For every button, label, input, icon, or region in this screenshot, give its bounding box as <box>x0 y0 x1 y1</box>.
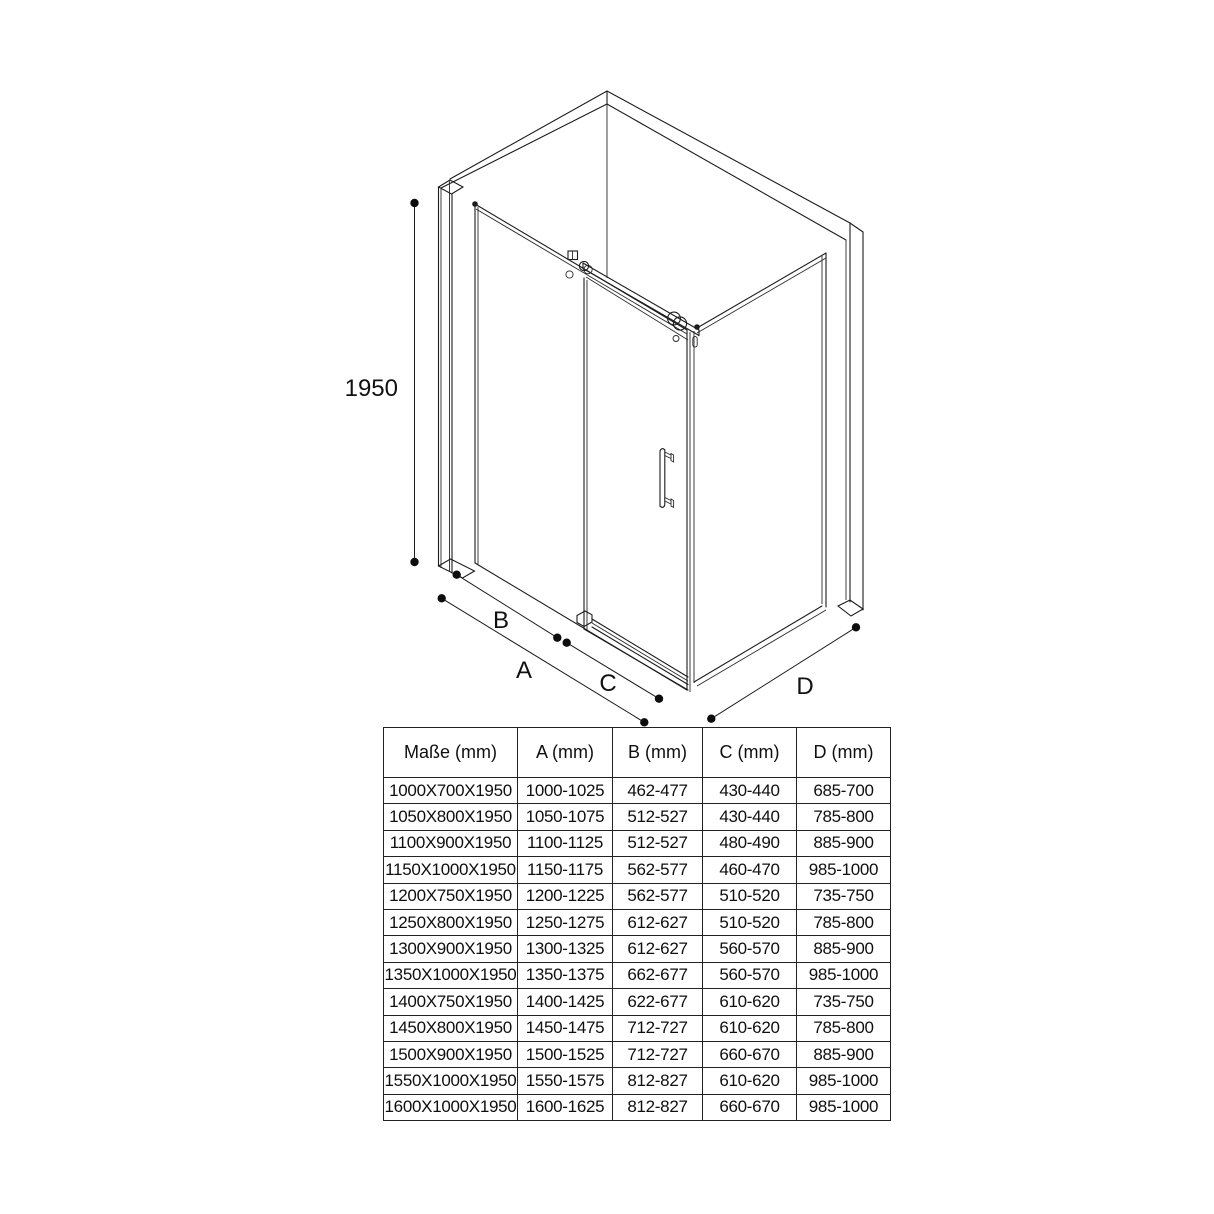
table-row <box>384 804 891 830</box>
table-row <box>384 989 891 1015</box>
table-cell: 660-670 <box>703 1094 797 1120</box>
col-header-c: C (mm) <box>703 728 797 778</box>
table-cell: 1350X1000X1950 <box>384 962 518 988</box>
table-cell: 662-677 <box>613 962 703 988</box>
table-cell: 1450X800X1950 <box>384 1015 518 1041</box>
table-cell: 610-620 <box>703 1015 797 1041</box>
dimension-d <box>707 623 860 723</box>
table-cell: 1250X800X1950 <box>384 909 518 935</box>
table-cell: 1300-1325 <box>518 936 613 962</box>
table-cell: 1450-1475 <box>518 1015 613 1041</box>
screw-icon <box>673 336 679 342</box>
table-cell: 562-577 <box>613 857 703 883</box>
table-row <box>384 936 891 962</box>
table-row <box>384 1068 891 1094</box>
sliding-door <box>584 278 688 690</box>
table-cell: 612-627 <box>613 909 703 935</box>
table-row <box>384 883 891 909</box>
dimensions-table-header <box>384 728 891 778</box>
back-walls <box>441 91 850 278</box>
dimensions-table <box>383 727 891 1121</box>
table-cell: 562-577 <box>613 883 703 909</box>
dim-label-b: B <box>492 607 510 634</box>
table-row <box>384 1094 891 1120</box>
dimensions-table-body <box>384 778 891 1121</box>
col-header-b: B (mm) <box>613 728 703 778</box>
table-cell: 885-900 <box>797 830 891 856</box>
table-cell: 612-627 <box>613 936 703 962</box>
table-cell: 1350-1375 <box>518 962 613 988</box>
table-cell: 712-727 <box>613 1015 703 1041</box>
screw-icon <box>566 271 573 278</box>
table-cell: 460-470 <box>703 857 797 883</box>
dimension-a <box>438 594 649 726</box>
table-cell: 1600-1625 <box>518 1094 613 1120</box>
col-header-d: D (mm) <box>797 728 891 778</box>
table-cell: 985-1000 <box>797 962 891 988</box>
corner-post <box>687 330 690 692</box>
table-cell: 1500X900X1950 <box>384 1041 518 1067</box>
table-row <box>384 962 891 988</box>
table-row <box>384 830 891 856</box>
table-cell: 785-800 <box>797 804 891 830</box>
table-cell: 430-440 <box>703 778 797 804</box>
left-wall-profile <box>439 180 475 578</box>
table-cell: 1300X900X1950 <box>384 936 518 962</box>
table-cell: 735-750 <box>797 989 891 1015</box>
table-cell: 1000X700X1950 <box>384 778 518 804</box>
table-cell: 1550-1575 <box>518 1068 613 1094</box>
table-row <box>384 909 891 935</box>
table-cell: 480-490 <box>703 830 797 856</box>
table-cell: 560-570 <box>703 962 797 988</box>
table-cell: 610-620 <box>703 1068 797 1094</box>
right-wall-profile <box>838 223 863 616</box>
height-dimension-label: 1950 <box>344 375 398 402</box>
dimension-height <box>345 199 419 566</box>
table-cell: 622-677 <box>613 989 703 1015</box>
table-cell: 560-570 <box>703 936 797 962</box>
table-cell: 430-440 <box>703 804 797 830</box>
dim-label-c: C <box>599 670 617 697</box>
wall-bracket-slot <box>693 337 697 348</box>
table-cell: 510-520 <box>703 883 797 909</box>
table-cell: 1200X750X1950 <box>384 883 518 909</box>
table-row <box>384 1041 891 1067</box>
table-row <box>384 778 891 804</box>
table-cell: 1000-1025 <box>518 778 613 804</box>
table-cell: 885-900 <box>797 1041 891 1067</box>
table-cell: 1250-1275 <box>518 909 613 935</box>
dimension-c <box>563 639 664 703</box>
table-cell: 985-1000 <box>797 1068 891 1094</box>
table-cell: 512-527 <box>613 804 703 830</box>
table-cell: 885-900 <box>797 936 891 962</box>
table-cell: 1100X900X1950 <box>384 830 518 856</box>
dimension-b <box>453 571 562 642</box>
table-cell: 610-620 <box>703 989 797 1015</box>
table-row <box>384 1015 891 1041</box>
table-cell: 1050-1075 <box>518 804 613 830</box>
table-cell: 1500-1525 <box>518 1041 613 1067</box>
table-cell: 1550X1000X1950 <box>384 1068 518 1094</box>
table-row <box>384 857 891 883</box>
table-cell: 812-827 <box>613 1068 703 1094</box>
table-cell: 1400X750X1950 <box>384 989 518 1015</box>
table-cell: 1200-1225 <box>518 883 613 909</box>
table-cell: 510-520 <box>703 909 797 935</box>
table-cell: 1100-1125 <box>518 830 613 856</box>
table-cell: 985-1000 <box>797 1094 891 1120</box>
table-cell: 1150X1000X1950 <box>384 857 518 883</box>
table-cell: 512-527 <box>613 830 703 856</box>
col-header-a: A (mm) <box>518 728 613 778</box>
table-cell: 735-750 <box>797 883 891 909</box>
top-rail-assembly <box>566 251 699 340</box>
table-cell: 462-477 <box>613 778 703 804</box>
col-header-masse: Maße (mm) <box>384 728 518 778</box>
table-cell: 1400-1425 <box>518 989 613 1015</box>
bottom-guide-rail <box>577 611 688 685</box>
table-cell: 685-700 <box>797 778 891 804</box>
door-handle <box>660 449 674 508</box>
table-cell: 660-670 <box>703 1041 797 1067</box>
table-cell: 1050X800X1950 <box>384 804 518 830</box>
table-cell: 785-800 <box>797 909 891 935</box>
table-cell: 1150-1175 <box>518 857 613 883</box>
table-cell: 1600X1000X1950 <box>384 1094 518 1120</box>
dim-label-a: A <box>515 657 533 684</box>
dim-label-d: D <box>796 673 814 700</box>
table-cell: 812-827 <box>613 1094 703 1120</box>
table-cell: 785-800 <box>797 1015 891 1041</box>
table-cell: 985-1000 <box>797 857 891 883</box>
table-cell: 712-727 <box>613 1041 703 1067</box>
side-panel <box>673 253 826 686</box>
header-row <box>384 728 891 778</box>
